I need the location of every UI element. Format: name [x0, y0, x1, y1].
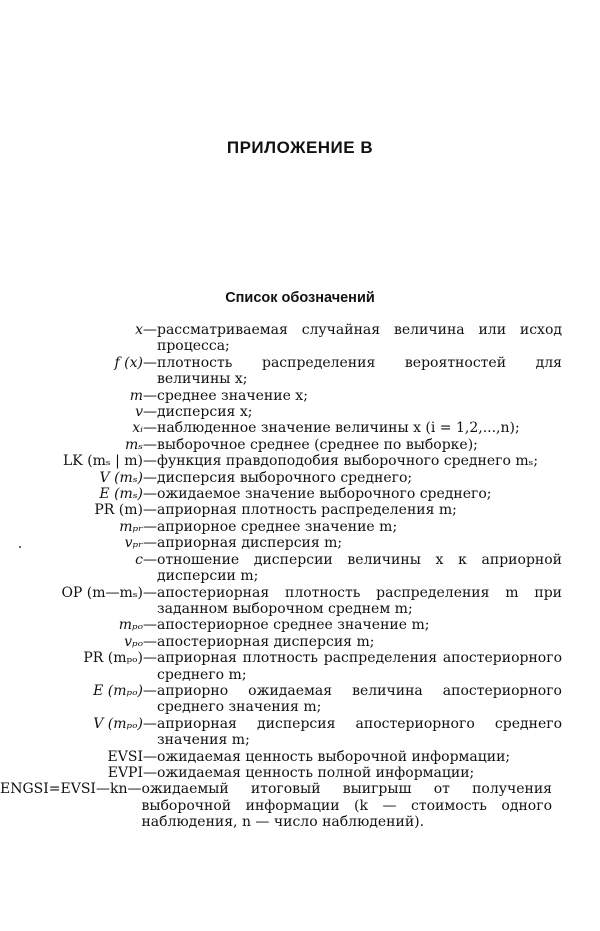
notation-definition: априорно ожидаемая величина апостериорного среднего значения m;: [157, 682, 562, 716]
notation-term: x: [135, 322, 143, 338]
page-speck: [19, 546, 21, 548]
em-dash: —: [127, 781, 142, 798]
notation-definition: апостериорная дисперсия m;: [157, 633, 375, 650]
notation-entry: [0, 420, 600, 436]
em-dash: —: [143, 748, 157, 765]
notation-definition: рассматриваемая случайная величина или исход процесса;: [157, 322, 562, 355]
em-dash: —: [143, 322, 157, 338]
notation-entry: [0, 437, 600, 453]
notation-term: ENGSI=EVSI—kn: [0, 781, 128, 798]
notation-definition: плотность распределения вероятностей для величины x;: [157, 354, 562, 388]
notation-term: mₚₒ: [118, 617, 143, 634]
notation-term: c: [135, 551, 143, 568]
notation-entry: [0, 634, 600, 650]
notation-term: f (x): [114, 354, 143, 371]
em-dash: —: [143, 469, 157, 486]
notation-definition: априорная дисперсия апостериорного среднего значения m;: [157, 715, 562, 749]
em-dash: —: [143, 551, 157, 568]
notation-term: vₚₒ: [124, 633, 143, 650]
notation-entry: [0, 502, 600, 518]
notation-entry: [0, 781, 600, 830]
notation-entry: [0, 765, 600, 781]
notation-entry: [0, 749, 600, 765]
notation-entry: [0, 470, 600, 486]
notation-term: PR (m): [94, 502, 143, 519]
em-dash: —: [143, 715, 157, 732]
appendix-title: ПРИЛОЖЕНИЕ В: [226, 138, 374, 157]
em-dash: —: [143, 354, 157, 371]
notation-definition: априорное среднее значение m;: [157, 518, 398, 535]
em-dash: —: [143, 387, 157, 404]
em-dash: —: [143, 682, 157, 699]
notation-term: PR (mₚₒ): [83, 650, 143, 667]
notation-definition: апостериорная плотность распределения m при заданном выборочном среднем m;: [157, 584, 562, 617]
notation-definition: функция правдоподобия выборочного среднего mₛ;: [157, 453, 539, 470]
notation-definition: ожидаемая ценность выборочной информации;: [157, 748, 511, 765]
notation-entry: [0, 322, 600, 355]
notation-term: V (mₚₒ): [93, 715, 143, 732]
notation-entry: [0, 355, 600, 388]
notation-entry: [0, 519, 600, 535]
em-dash: —: [143, 404, 157, 421]
notation-definition: априорная плотность распределения апостериорного среднего m;: [157, 650, 562, 683]
notation-term: m: [129, 387, 143, 404]
notation-term: V (mₛ): [99, 469, 143, 486]
em-dash: —: [143, 486, 157, 503]
notation-definition: априорная плотность распределения m;: [157, 502, 457, 519]
notation-definition: дисперсия выборочного среднего;: [157, 469, 413, 486]
notation-entry: [0, 453, 600, 469]
notation-definition: наблюденное значение величины x (i = 1,2,...,n);: [157, 420, 520, 437]
em-dash: —: [143, 764, 157, 781]
em-dash: —: [143, 535, 157, 552]
em-dash: —: [143, 617, 157, 634]
notation-definition: отношение дисперсии величины x к априорной дисперсии m;: [157, 551, 562, 585]
em-dash: —: [143, 633, 157, 650]
notation-definition: ожидаемое значение выборочного среднего;: [157, 486, 492, 503]
notation-term: xᵢ: [132, 420, 143, 437]
em-dash: —: [143, 584, 157, 601]
notation-definition: дисперсия x;: [157, 404, 253, 421]
notation-entry: [0, 650, 600, 683]
notation-entry: [0, 683, 600, 716]
notation-term: EVPI: [107, 764, 143, 781]
notation-list: [0, 322, 600, 831]
notation-entry: [0, 486, 600, 502]
notation-definition: априорная дисперсия m;: [157, 535, 343, 552]
em-dash: —: [143, 436, 157, 453]
em-dash: —: [143, 420, 157, 437]
notation-definition: выборочное среднее (среднее по выборке);: [157, 436, 478, 453]
notation-term: vₚᵣ: [124, 535, 143, 552]
notation-term: EVSI: [107, 748, 143, 765]
notation-term: LK (mₛ | m): [62, 453, 143, 470]
notation-term: OP (m—mₛ): [61, 584, 143, 601]
notation-term: mₛ: [125, 436, 143, 453]
notation-list-title: Список обозначений: [225, 290, 375, 306]
notation-entry: [0, 404, 600, 420]
notation-definition: ожидаемый итоговый выигрыш от получения выборочной информации (k — стоимость одного наблюдения, n — число наблюдений).: [141, 781, 552, 831]
notation-entry: [0, 388, 600, 404]
notation-definition: ожидаемая ценность полной информации;: [157, 764, 475, 781]
notation-entry: [0, 716, 600, 749]
em-dash: —: [143, 453, 157, 470]
notation-entry: [0, 617, 600, 633]
notation-entry: [0, 535, 600, 551]
notation-term: E (mₚₒ): [93, 682, 143, 699]
em-dash: —: [143, 518, 157, 535]
notation-entry: [0, 585, 600, 618]
notation-term: mₚᵣ: [119, 518, 143, 535]
notation-definition: среднее значение x;: [157, 387, 308, 404]
em-dash: —: [143, 650, 157, 667]
notation-term: E (mₛ): [99, 486, 143, 503]
notation-definition: апостериорное среднее значение m;: [157, 617, 430, 634]
notation-term: v: [135, 404, 143, 421]
em-dash: —: [143, 502, 157, 519]
notation-entry: [0, 552, 600, 585]
